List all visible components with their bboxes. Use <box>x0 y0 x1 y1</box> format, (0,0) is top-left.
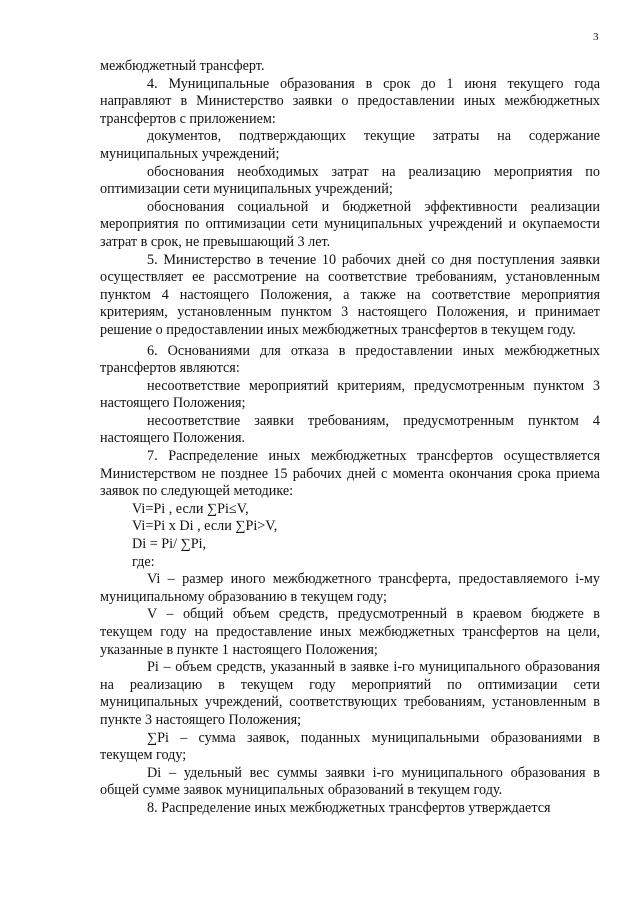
definition-paragraph: Vi – размер иного межбюджетного трансферта, предоставляемого i-му муниципальному образованию в текущем году; <box>100 571 600 605</box>
paragraph: межбюджетный трансферт. <box>100 58 265 74</box>
document-body <box>100 58 600 818</box>
paragraph: 4. Муниципальные образования в срок до 1 июня текущего года направляют в Министерство заявки о предоставлении иных межбюджетных трансфертов с приложением: <box>100 75 600 127</box>
formula-line: Vi=Pi , если ∑Pi≤V, <box>132 500 249 517</box>
paragraph: несоответствие заявки требованиям, предусмотренным пунктом 4 настоящего Положения. <box>100 412 600 447</box>
definition-paragraph: Di – удельный вес суммы заявки i-го муниципального образования в общей сумме заявок муниципальных образований в текущем году. <box>100 764 600 799</box>
formula-block <box>100 501 600 571</box>
paragraph: обоснования необходимых затрат на реализацию мероприятия по оптимизации сети муниципальных учреждений; <box>100 163 600 198</box>
formula-line: Di = Pi/ ∑Pi, <box>132 536 207 553</box>
definition-list <box>100 571 600 817</box>
paragraph-list <box>100 58 600 501</box>
paragraph: документов, подтверждающих текущие затраты на содержание муниципальных учреждений; <box>100 128 600 162</box>
paragraph: 6. Основаниями для отказа в предоставлении иных межбюджетных трансфертов являются: <box>100 342 600 377</box>
definition-paragraph: ∑Pi – сумма заявок, поданных муниципальными образованиями в текущем году; <box>100 729 600 764</box>
paragraph: несоответствие мероприятий критериям, предусмотренным пунктом 3 настоящего Положения; <box>100 377 600 412</box>
paragraph: 5. Министерство в течение 10 рабочих дней со дня поступления заявки осуществляет ее рассмотрение на соответствие требованиям, установленным пунктом 4 настоящего Положения, а также на соответствие мероприятия критериям, установленным пунктом 3 настоящего Положения, и принимает решение о предоставлении иных межбюджетных трансфертов в текущем году. <box>100 251 600 338</box>
definition-paragraph: V – общий объем средств, предусмотренный в краевом бюджете в текущем году на предоставление иных межбюджетных трансфертов на цели, указанные в пункте 1 настоящего Положения; <box>100 606 600 658</box>
paragraph: обоснования социальной и бюджетной эффективности реализации мероприятия по оптимизации сети муниципальных учреждений и окупаемости затрат в срок, не превышающий 3 лет. <box>100 198 600 250</box>
definition-paragraph: 8. Распределение иных межбюджетных трансфертов утверждается <box>147 799 551 816</box>
formula-line: Vi=Pi x Di , если ∑Pi>V, <box>132 518 278 535</box>
definition-paragraph: Pi – объем средств, указанный в заявке i-го муниципального образования на реализацию в текущем году мероприятий по оптимизации сети муниципальных учреждений, соответствующих требованиям, установленным в пункте 3 настоящего Положения; <box>100 659 600 728</box>
paragraph: 7. Распределение иных межбюджетных трансфертов осуществляется Министерством не позднее 15 рабочих дней с момента окончания срока приема заявок по следующей методике: <box>100 448 600 500</box>
page-number: 3 <box>593 31 599 43</box>
formula-line: где: <box>132 553 155 570</box>
